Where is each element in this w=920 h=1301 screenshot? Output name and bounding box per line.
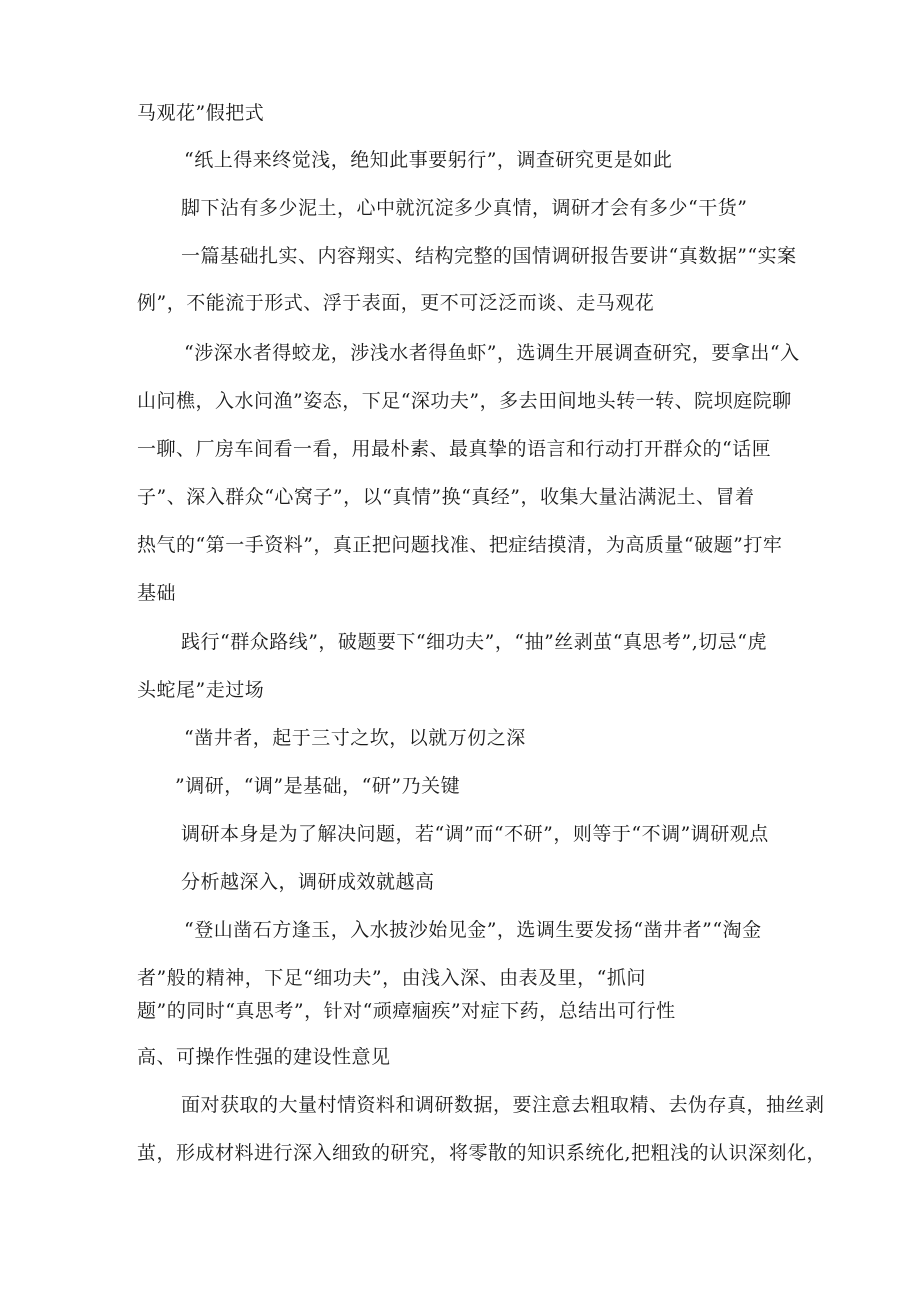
- text-line: 调研本身是为了解决问题，若“调”而“不研”，则等于“不调”调研观点: [181, 823, 769, 845]
- text-line: “涉深水者得蛟龙，涉浅水者得鱼虾”，选调生开展调查研究，要拿出“入: [184, 342, 800, 364]
- text-line: 者”般的精神，下足“细功夫”，由浅入深、由表及里，“抓问: [137, 967, 646, 989]
- text-line: “登山凿石方逢玉，入水披沙始见金”，选调生要发扬“凿井者”“淘金: [184, 919, 762, 941]
- text-line: ”调研，“调”是基础，“研”乃关键: [175, 775, 461, 797]
- text-line: 马观花”假把式: [137, 102, 265, 124]
- text-line: 践行“群众路线”，破题要下“细功夫”，“抽”丝剥茧“真思考”,切忌“虎: [181, 631, 767, 653]
- text-line: 热气的“第一手资料”，真正把问题找准、把症结摸清，为高质量“破题”打牢: [137, 534, 783, 556]
- text-line: 高、可操作性强的建设性意见: [137, 1046, 391, 1068]
- text-line: 题”的同时“真思考”，针对“顽瘴痼疾”对症下药，总结出可行性: [137, 1000, 676, 1022]
- text-line: 头蛇尾”走过场: [137, 679, 265, 701]
- text-line: 茧，形成材料进行深入细致的研究，将零散的知识系统化,把粗浅的认识深刻化，: [137, 1142, 827, 1164]
- text-line: 子”、深入群众“心窝子”，以“真情”换“真经”，收集大量沾满泥土、冒着: [137, 486, 755, 508]
- text-line: “凿井者，起于三寸之坎，以就万仞之深: [184, 727, 526, 749]
- text-line: 面对获取的大量村情资料和调研数据，要注意去粗取精、去伪存真，抽丝剥: [181, 1094, 825, 1116]
- text-line: 山问樵，入水问渔”姿态，下足“深功夫”，多去田间地头转一转、院坝庭院聊: [137, 390, 792, 412]
- text-line: “纸上得来终觉浅，绝知此事要躬行”，调查研究更是如此: [184, 149, 673, 171]
- text-line: 例”，不能流于形式、浮于表面，更不可泛泛而谈、走马观花: [137, 292, 655, 314]
- text-line: 一篇基础扎实、内容翔实、结构完整的国情调研报告要讲“真数据”“实案: [181, 245, 797, 267]
- text-line: 脚下沾有多少泥土，心中就沉淀多少真情，调研才会有多少“干货”: [181, 197, 748, 219]
- text-line: 基础: [137, 582, 177, 604]
- text-line: 一聊、厂房车间看一看，用最朴素、最真挚的语言和行动打开群众的“话匣: [137, 438, 772, 460]
- text-line: 分析越深入，调研成效就越高: [181, 871, 435, 893]
